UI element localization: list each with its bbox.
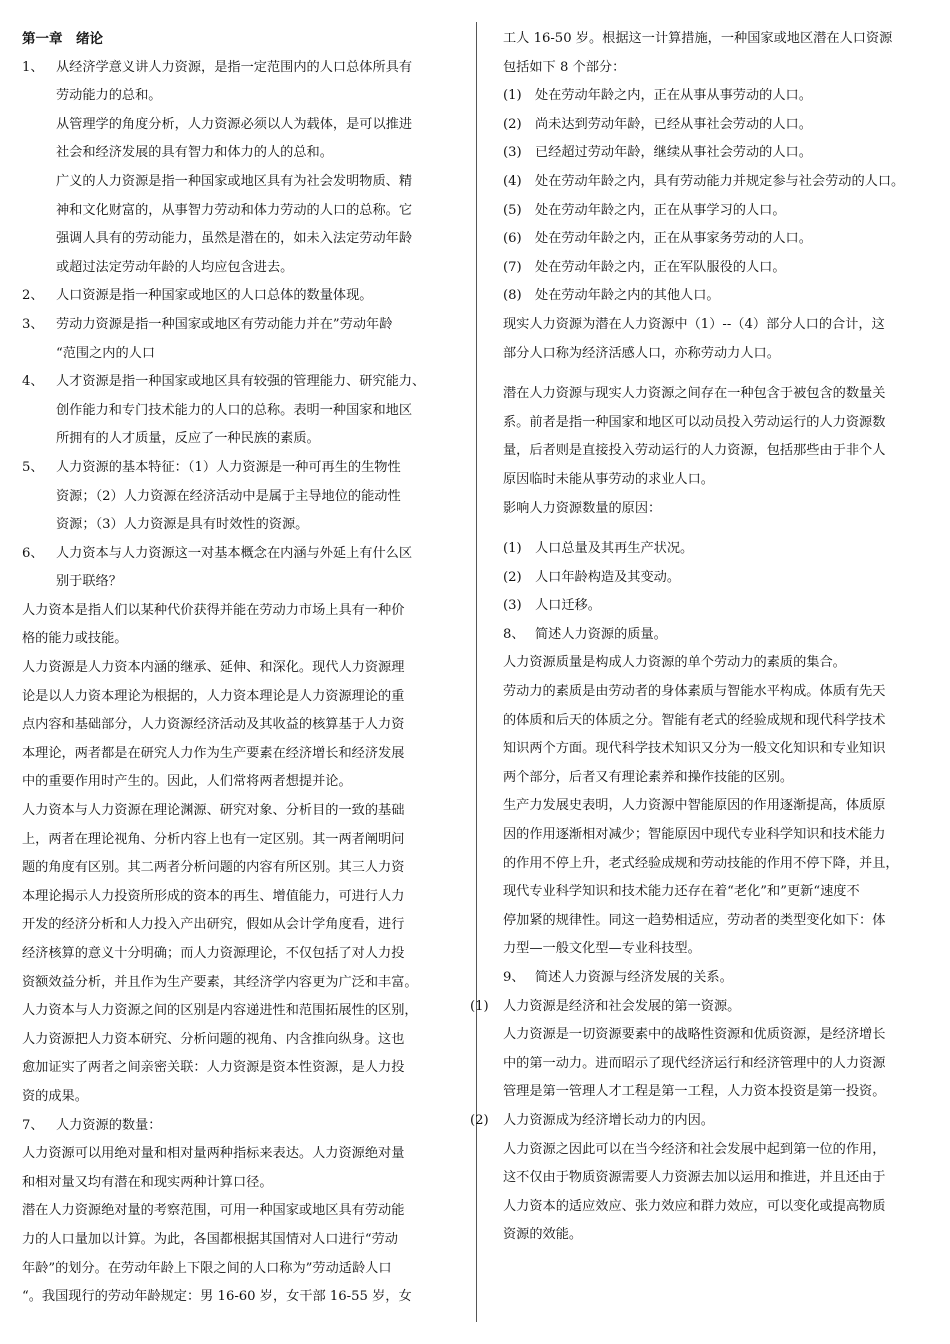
- line-text: 创作能力和专门技术能力的人口的总称。表明一种国家和地区: [56, 402, 413, 418]
- line-text: 人力资源成为经济增长动力的内因。: [503, 1112, 714, 1128]
- text-line: [22, 1197, 462, 1226]
- text-line: [22, 225, 462, 254]
- item-number: (1): [503, 88, 522, 104]
- text-line: [503, 340, 935, 369]
- item-number: (8): [503, 288, 522, 304]
- text-line: [503, 1078, 935, 1107]
- line-text: 现实人力资源为潜在人力资源中（1）--（4）部分人口的合计，这: [503, 316, 885, 332]
- line-text: 潜在人力资源与现实人力资源之间存在一种包含于被包含的数量关: [503, 386, 886, 402]
- text-line: [503, 197, 935, 226]
- line-text: 劳动力资源是指一种国家或地区有劳动能力并在”劳动年龄: [56, 316, 393, 332]
- text-line: [22, 82, 462, 111]
- item-number: 9、: [503, 970, 525, 985]
- item-number: 4、: [22, 374, 44, 390]
- text-line: [22, 1283, 462, 1312]
- text-line: [503, 735, 935, 764]
- line-text: 资的成果。: [22, 1088, 88, 1104]
- line-text: 人力资本是指人们以某种代价获得并能在劳动力市场上具有一种价: [22, 602, 405, 618]
- line-text: 已经超过劳动年龄，继续从事社会劳动的人口。: [535, 145, 812, 161]
- text-line: [22, 568, 462, 597]
- item-number: 6、: [22, 545, 44, 561]
- left-column: [22, 25, 462, 1312]
- line-text: 力的人口量加以计算。为此，各国都根据其国情对人口进行“劳动: [22, 1231, 398, 1247]
- line-text: 劳动力的素质是由劳动者的身体素质与智能水平构成。体质有先天: [503, 684, 886, 700]
- line-text: 包括如下 8 个部分：: [503, 59, 626, 75]
- text-line: [503, 1193, 935, 1222]
- line-text: 两个部分，后者又有理论素养和操作技能的区别。: [503, 769, 794, 785]
- line-text: “。我国现行的劳动年龄规定：男 16-60 岁，女干部 16-55 岁，女: [22, 1289, 412, 1305]
- text-line: [503, 25, 935, 54]
- line-text: 因的作用逐渐相对减少；智能原因中现代专业科学知识和技术能力: [503, 827, 886, 843]
- line-text: 年龄”的划分。在劳动年龄上下限之间的人口称为”劳动适龄人口: [22, 1260, 392, 1276]
- text-line: [503, 1050, 935, 1079]
- text-line: [503, 111, 935, 140]
- line-text: 人口总量及其再生产状况。: [535, 541, 694, 557]
- line-text: 人力资源是人力资本内涵的继承、延伸、和深化。现代人力资源理: [22, 660, 405, 676]
- line-text: 生产力发展史表明，人力资源中智能原因的作用逐渐提高，体质原: [503, 798, 886, 814]
- text-line: [503, 1221, 935, 1250]
- line-text: 人力资源可以用绝对量和相对量两种指标来表达。人力资源绝对量: [22, 1146, 405, 1162]
- line-text: 原因临时未能从事劳动的求业人口。: [503, 471, 714, 487]
- text-line: [503, 254, 935, 283]
- line-text: 人力资源是经济和社会发展的第一资源。: [503, 998, 741, 1014]
- item-number: (2): [470, 1112, 489, 1128]
- text-line: [503, 621, 935, 650]
- item-number: (1): [470, 998, 489, 1014]
- text-line: [503, 54, 935, 83]
- text-line: [22, 768, 462, 797]
- text-line: [503, 368, 935, 380]
- text-line: [22, 797, 462, 826]
- text-line: [503, 380, 935, 409]
- line-text: 量，后者则是直接投入劳动运行的人力资源，包括那些由于非个人: [503, 443, 886, 459]
- line-text: 处在劳动年龄之内，正在军队服役的人口。: [535, 259, 786, 275]
- line-text: 人力资本与人力资源在理论渊源、研究对象、分析目的一致的基础: [22, 803, 405, 819]
- text-line: [22, 597, 462, 626]
- text-line: [22, 940, 462, 969]
- text-line: [22, 397, 462, 426]
- text-line: [22, 883, 462, 912]
- line-text: 和相对量又均有潜在和现实两种计算口径。: [22, 1174, 273, 1190]
- line-text: 经济核算的意义十分明确；而人力资源理论，不仅包括了对人力投: [22, 946, 405, 961]
- line-text: 愈加证实了两者之间亲密关联：人力资源是资本性资源，是人力投: [22, 1060, 405, 1076]
- text-line: [22, 454, 462, 483]
- line-text: 人才资源是指一种国家或地区具有较强的管理能力、研究能力、: [56, 374, 426, 390]
- line-text: 处在劳动年龄之内，具有劳动能力并规定参与社会劳动的人口。: [535, 173, 905, 189]
- chapter-title: 第一章 绪论: [22, 31, 103, 47]
- text-line: [503, 225, 935, 254]
- item-number: 7、: [22, 1117, 44, 1133]
- item-number: (2): [503, 116, 522, 132]
- line-text: 尚未达到劳动年龄，已经从事社会劳动的人口。: [535, 116, 812, 132]
- line-text: 资源；（2）人力资源在经济活动中是属于主导地位的能动性: [56, 488, 401, 504]
- text-line: [22, 340, 462, 369]
- text-line: [22, 683, 462, 712]
- text-line: [22, 1226, 462, 1255]
- line-text: 的作用不停上升，老式经验成规和劳动技能的作用不停下降，并且，: [503, 855, 899, 871]
- line-text: 人力资源的数量：: [56, 1117, 162, 1133]
- text-line: [503, 935, 935, 964]
- right-column-body: [470, 25, 935, 1250]
- text-line: [22, 197, 462, 226]
- line-text: 知识两个方面。现代科学技术知识又分为一般文化知识和专业知识: [503, 741, 886, 757]
- item-number: 3、: [22, 316, 44, 332]
- text-line: [503, 1164, 935, 1193]
- line-text: 从管理学的角度分析，人力资源必须以人为载体，是可以推进: [56, 116, 413, 132]
- line-text: 别于联络？: [56, 574, 122, 590]
- text-line: [22, 111, 462, 140]
- text-line: [470, 1107, 935, 1136]
- line-text: 所拥有的人才质量，反应了一种民族的素质。: [56, 431, 320, 447]
- text-line: [503, 1021, 935, 1050]
- text-line: [22, 654, 462, 683]
- line-text: 人力资本与人力资源这一对基本概念在内涵与外延上有什么区: [56, 545, 413, 561]
- text-line: [503, 707, 935, 736]
- line-text: 人力资本的适应效应、张力效应和群力效应，可以变化或提高物质: [503, 1198, 886, 1214]
- line-text: 处在劳动年龄之内，正在从事学习的人口。: [535, 202, 786, 218]
- line-text: 中的第一动力。进而昭示了现代经济运行和经济管理中的人力资源: [503, 1055, 886, 1071]
- text-line: [22, 483, 462, 512]
- line-text: 资源的效能。: [503, 1227, 583, 1243]
- text-line: [22, 1169, 462, 1198]
- line-text: 简述人力资源与经济发展的关系。: [535, 970, 733, 985]
- text-line: [503, 1136, 935, 1165]
- text-line: [22, 254, 462, 283]
- line-text: 上，两者在理论视角、分析内容上也有一定区别。其一两者阐明问: [22, 831, 405, 847]
- line-text: 人口资源是指一种国家或地区的人口总体的数量体现。: [56, 288, 373, 304]
- line-text: 神和文化财富的，从事智力劳动和体力劳动的人口的总称。它: [56, 202, 413, 218]
- text-line: [22, 1140, 462, 1169]
- text-line: [503, 592, 935, 621]
- line-text: 人口迁移。: [535, 598, 601, 614]
- line-text: 点内容和基础部分，人力资源经济活动及其收益的核算基于人力资: [22, 717, 405, 733]
- text-line: [503, 764, 935, 793]
- text-line: [22, 368, 462, 397]
- text-line: [503, 649, 935, 678]
- line-text: 人力资源质量是构成人力资源的单个劳动力的素质的集合。: [503, 655, 846, 671]
- text-line: [503, 907, 935, 936]
- line-text: 人力资源是一切资源要素中的战略性资源和优质资源，是经济增长: [503, 1027, 886, 1043]
- line-text: 人力资本与人力资源之间的区别是内容递进性和范围拓展性的区别，: [22, 1003, 418, 1019]
- text-line: [22, 625, 462, 654]
- line-text: 管理是第一管理人才工程是第一工程，人力资本投资是第一投资。: [503, 1084, 886, 1100]
- text-line: [503, 282, 935, 311]
- item-number: (6): [503, 231, 522, 247]
- text-line: [22, 911, 462, 940]
- text-line: [22, 1054, 462, 1083]
- text-line: [22, 139, 462, 168]
- line-text: 题的角度有区别。其二两者分析问题的内容有所区别。其三人力资: [22, 860, 405, 876]
- line-text: 资额效益分析，并且作为生产要素，其经济学内容更为广泛和丰富。: [22, 974, 418, 990]
- text-line: [503, 535, 935, 564]
- line-text: 人力资源把人力资本研究、分析问题的视角、内含推向纵身。这也: [22, 1031, 405, 1047]
- text-line: [22, 168, 462, 197]
- line-text: 影响人力资源数量的原因：: [503, 500, 662, 516]
- text-line: [503, 466, 935, 495]
- line-text: 处在劳动年龄之内，正在从事从事劳动的人口。: [535, 88, 812, 104]
- item-number: 1、: [22, 59, 44, 75]
- item-number: (1): [503, 541, 522, 557]
- text-line: [22, 854, 462, 883]
- text-line: [503, 495, 935, 524]
- text-line: [22, 969, 462, 998]
- line-text: 资源；（3）人力资源是具有时效性的资源。: [56, 517, 309, 533]
- text-line: [22, 711, 462, 740]
- line-text: 劳动能力的总和。: [56, 88, 162, 104]
- line-text: 人力资源的基本特征：（1）人力资源是一种可再生的生物性: [56, 459, 401, 475]
- text-line: [22, 311, 462, 340]
- line-text: 处在劳动年龄之内，正在从事家务劳动的人口。: [535, 231, 812, 247]
- line-text: 的体质和后天的体质之分。智能有老式的经验成规和现代科学技术: [503, 712, 886, 728]
- text-line: [503, 964, 935, 993]
- item-number: 2、: [22, 288, 44, 304]
- text-line: [22, 1255, 462, 1284]
- line-text: 简述人力资源的质量。: [535, 626, 667, 642]
- line-text: 从经济学意义讲人力资源，是指一定范围内的人口总体所具有: [56, 59, 413, 75]
- text-line: [22, 826, 462, 855]
- text-line: [503, 564, 935, 593]
- line-text: 或超过法定劳动年龄的人均应包含进去。: [56, 259, 294, 275]
- text-line: [503, 678, 935, 707]
- line-text: 工人 16-50 岁。根据这一计算措施，一种国家或地区潜在人口资源: [503, 31, 893, 46]
- line-text: 部分人口称为经济活感人口，亦称劳动力人口。: [503, 345, 780, 361]
- text-line: [503, 821, 935, 850]
- item-number: (4): [503, 173, 522, 189]
- line-text: 强调人具有的劳动能力，虽然是潜在的，如未入法定劳动年龄: [56, 231, 413, 247]
- line-text: 现代专业科学知识和技术能力还存在着“老化”和”更新“速度不: [503, 884, 860, 900]
- text-line: [503, 437, 935, 466]
- text-line: [22, 740, 462, 769]
- line-text: 论是以人力资本理论为根据的，人力资本理论是人力资源理论的重: [22, 688, 405, 704]
- item-number: (2): [503, 569, 522, 585]
- line-text: “范围之内的人口: [56, 345, 156, 361]
- left-column-body: [22, 54, 462, 1312]
- item-number: (7): [503, 259, 522, 275]
- text-line: [503, 409, 935, 438]
- text-line: [503, 850, 935, 879]
- text-line: [22, 997, 462, 1026]
- line-text: 这不仅由于物质资源需要人力资源去加以运用和推进，并且还由于: [503, 1170, 886, 1186]
- line-text: 系。前者是指一种国家和地区可以动员投入劳动运行的人力资源数: [503, 414, 886, 430]
- text-line: [503, 311, 935, 340]
- text-line: [503, 139, 935, 168]
- line-text: 社会和经济发展的具有智力和体力的人的总和。: [56, 145, 333, 161]
- item-number: (3): [503, 145, 522, 161]
- line-text: 停加紧的规律性。同这一趋势相适应，劳动者的类型变化如下：体: [503, 912, 886, 928]
- text-line: [22, 540, 462, 569]
- line-text: 本理论，两者都是在研究人力作为生产要素在经济增长和经济发展: [22, 745, 405, 761]
- text-line: [22, 1026, 462, 1055]
- line-text: 处在劳动年龄之内的其他人口。: [535, 288, 720, 304]
- text-line: [470, 993, 935, 1022]
- text-line: [22, 54, 462, 83]
- text-line: [22, 425, 462, 454]
- line-text: 本理论揭示人力投资所形成的资本的再生、增值能力，可进行人力: [22, 888, 405, 904]
- text-line: [22, 1112, 462, 1141]
- text-line: [22, 1083, 462, 1112]
- line-text: 中的重要作用时产生的。因此，人们常将两者想提并论。: [22, 774, 352, 790]
- line-text: 力型—一般文化型—专业科技型。: [503, 941, 701, 957]
- item-number: 8、: [503, 626, 525, 642]
- text-line: [503, 878, 935, 907]
- line-text: 开发的经济分析和人力投入产出研究，假如从会计学角度看，进行: [22, 917, 405, 933]
- item-number: (3): [503, 598, 522, 614]
- text-line: [503, 792, 935, 821]
- line-text: 人力资源之因此可以在当今经济和社会发展中起到第一位的作用，: [503, 1141, 886, 1157]
- right-column: [470, 25, 935, 1250]
- item-number: (5): [503, 202, 522, 218]
- line-text: 格的能力或技能。: [22, 631, 128, 647]
- line-text: 广义的人力资源是指一种国家或地区具有为社会发明物质、精: [56, 173, 413, 189]
- text-line: [503, 82, 935, 111]
- item-number: 5、: [22, 459, 44, 475]
- text-line: [503, 523, 935, 535]
- text-line: [503, 168, 935, 197]
- line-text: 潜在人力资源绝对量的考察范围，可用一种国家或地区具有劳动能: [22, 1203, 405, 1219]
- line-text: 人口年龄构造及其变动。: [535, 569, 681, 585]
- text-line: [22, 282, 462, 311]
- text-line: [22, 511, 462, 540]
